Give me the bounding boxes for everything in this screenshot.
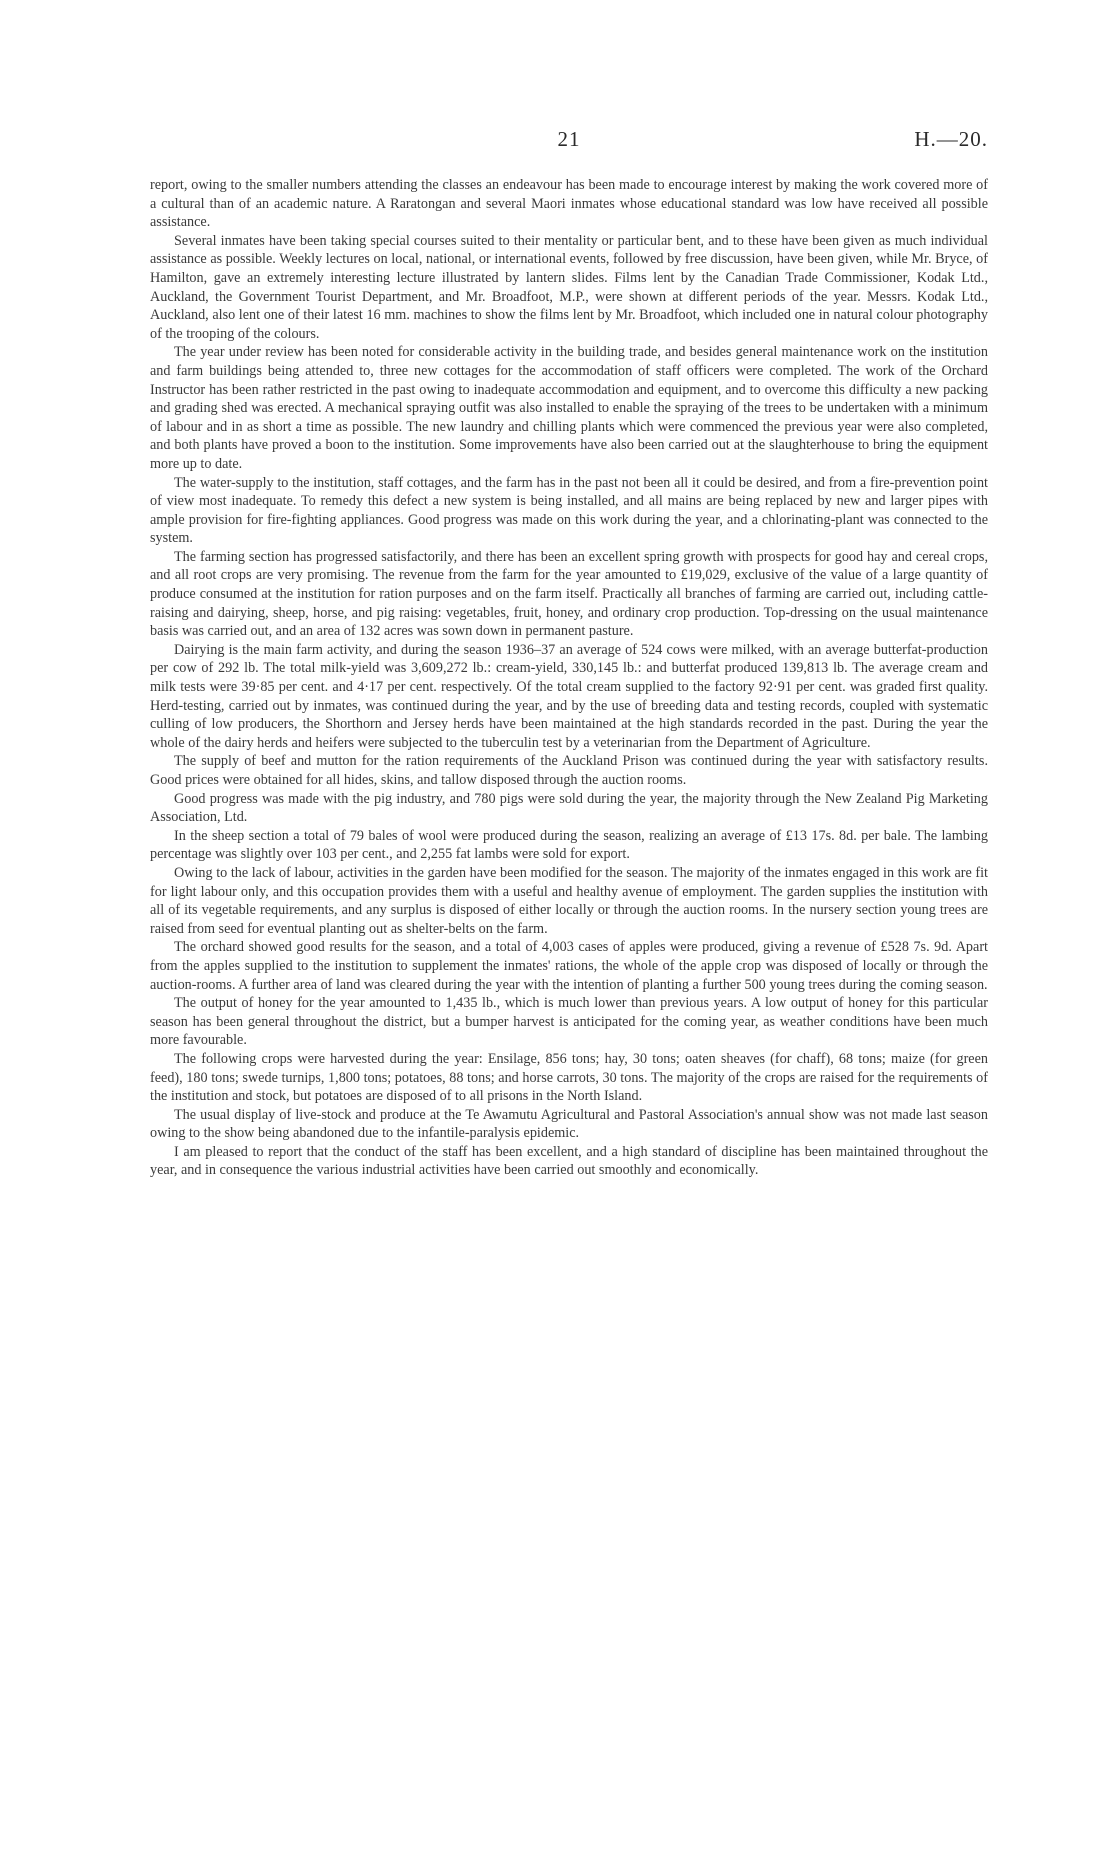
paragraph-honey: The output of honey for the year amounted to 1,435 lb., which is much lower than previous years. A low output of honey for this particular season has been general throughout the district, but a bumper harvest is anticipated for the coming year, as weather conditions have been much more favourable. [150, 995, 988, 1049]
paragraph-building: The year under review has been noted for considerable activity in the building trade, and besides general maintenance work on the institution and farm buildings being attended to, three new cottages for the accommodation of staff officers were completed. The work of the Orchard Instructor has been rather restricted in the past owing to inadequate accommodation and equipment, and to overcome this difficulty a new packing and grading shed was erected. A mechanical spraying outfit was also installed to enable the spraying of the trees to be undertaken with a minimum of labour and in as short a time as possible. The new laundry and chilling plants which were commenced the previous year were also completed, and both plants have proved a boon to the institution. Some improvements have also been carried out at the slaughterhouse to bring the equipment more up to date. [150, 344, 988, 472]
document-page [150, 0, 988, 1870]
paragraph-sheep: In the sheep section a total of 79 bales of wool were produced during the season, realizing an average of £13 17s. 8d. per bale. The lambing percentage was slightly over 103 per cent., and 2,255 fat lambs were sold for export. [150, 827, 988, 863]
paragraph-beef-mutton: The supply of beef and mutton for the ration requirements of the Auckland Prison was continued during the year with satisfactory results. Good prices were obtained for all hides, skins, and tallow disposed through the auction rooms. [150, 753, 988, 788]
paragraph-pigs: Good progress was made with the pig industry, and 780 pigs were sold during the year, the majority through the New Zealand Pig Marketing Association, Ltd. [150, 790, 988, 826]
paragraph-farming: The farming section has progressed satisfactorily, and there has been an excellent spring growth with prospects for good hay and cereal crops, and all root crops are very promising. The revenue from the farm for the year amounted to £19,029, exclusive of the value of a large quantity of produce consumed at the institution for ration purposes and on the farm itself. Practically all branches of farming are carried out, including cattle-raising and dairying, sheep, horse, and pig raising: vegetables, fruit, honey, and ordinary crop production. Top-dressing on the usual maintenance basis was carried out, and an area of 132 acres was sown down in permanent pasture. [150, 548, 988, 640]
paragraph-special-courses: Several inmates have been taking special courses suited to their mentality or particular bent, and to these have been given as much individual assistance as possible. Weekly lectures on local, national, or international events, followed by free discussion, have been given, while Mr. Bryce, of Hamilton, gave an extremely interesting lecture illustrated by lantern slides. Films lent by the Canadian Trade Commissioner, Kodak Ltd., Auckland, the Government Tourist Department, and Mr. Broadfoot, M.P., were shown at different periods of the year. Messrs. Kodak Ltd., Auckland, also lent one of their latest 16 mm. machines to show the films lent by Mr. Broadfoot, which included one in natural colour photography of the trooping of the colours. [150, 232, 988, 342]
page-number: 21 [557, 127, 581, 151]
paragraph-orchard: The orchard showed good results for the season, and a total of 4,003 cases of apples were produced, giving a revenue of £528 7s. 9d. Apart from the apples supplied to the institution to supplement the inmates' rations, the whole of the apple crop was disposed of locally or through the auction-rooms. A further area of land was cleared during the year with the intention of planting a further 500 young trees during the coming season. [150, 939, 988, 993]
paragraph-dairying: Dairying is the main farm activity, and during the season 1936–37 an average of 524 cows were milked, with an average butterfat-production per cow of 292 lb. The total milk-yield was 3,609,272 lb.: cream-yield, 330,145 lb.: and butterfat produced 139,813 lb. The average cream and milk tests were 39·85 per cent. and 4·17 per cent. respectively. Of the total cream supplied to the factory 92·91 per cent. was graded first quality. Herd-testing, carried out by inmates, was continued during the year, and by the use of breeding data and testing records, coupled with systematic culling of low producers, the Shorthorn and Jersey herds have been maintained at the high standards recorded in the past. During the year the whole of the dairy herds and heifers were subjected to the tuberculin test by a veterinarian from the Department of Agriculture. [150, 641, 988, 751]
paragraph-show: The usual display of live-stock and produce at the Te Awamutu Agricultural and Pastoral Association's annual show was not made last season owing to the show being abandoned due to the infantile-paralysis epidemic. [150, 1106, 988, 1142]
paragraph-conduct: I am pleased to report that the conduct of the staff has been excellent, and a high standard of discipline has been maintained throughout the year, and in consequence the various industrial activities have been carried out smoothly and economically. [150, 1143, 988, 1179]
paragraph-crops: The following crops were harvested during the year: Ensilage, 856 tons; hay, 30 tons; oaten sheaves (for chaff), 68 tons; maize (for green feed), 180 tons; swede turnips, 1,800 tons; potatoes, 88 tons; and horse carrots, 30 tons. The majority of the crops are raised for the requirements of the institution and stock, but potatoes are disposed of to all prisons in the North Island. [150, 1050, 988, 1105]
page-header [150, 127, 988, 157]
paragraph-education: report, owing to the smaller numbers attending the classes an endeavour has been made to encourage interest by making the work covered more of a cultural than of an academic nature. A Raratongan and several Maori inmates whose educational standard was low have received all possible assistance. [150, 177, 988, 231]
document-reference: H.—20. [914, 127, 988, 151]
paragraph-water-supply: The water-supply to the institution, staff cottages, and the farm has in the past not been all it could be desired, and from a fire-prevention point of view most inadequate. To remedy this defect a new system is being installed, and all mains are being replaced by new and larger pipes with ample provision for fire-fighting appliances. Good progress was made on this work during the year, and a chlorinating-plant was connected to the system. [150, 474, 988, 547]
paragraph-garden: Owing to the lack of labour, activities in the garden have been modified for the season. The majority of the inmates engaged in this work are fit for light labour only, and this occupation provides them with a useful and healthy avenue of employment. The garden supplies the institution with all of its vegetable requirements, and any surplus is disposed of either locally or through the auction rooms. In the nursery section young trees are raised from seed for eventual planting out as shelter-belts on the farm. [150, 864, 988, 937]
body-text [150, 176, 988, 1180]
